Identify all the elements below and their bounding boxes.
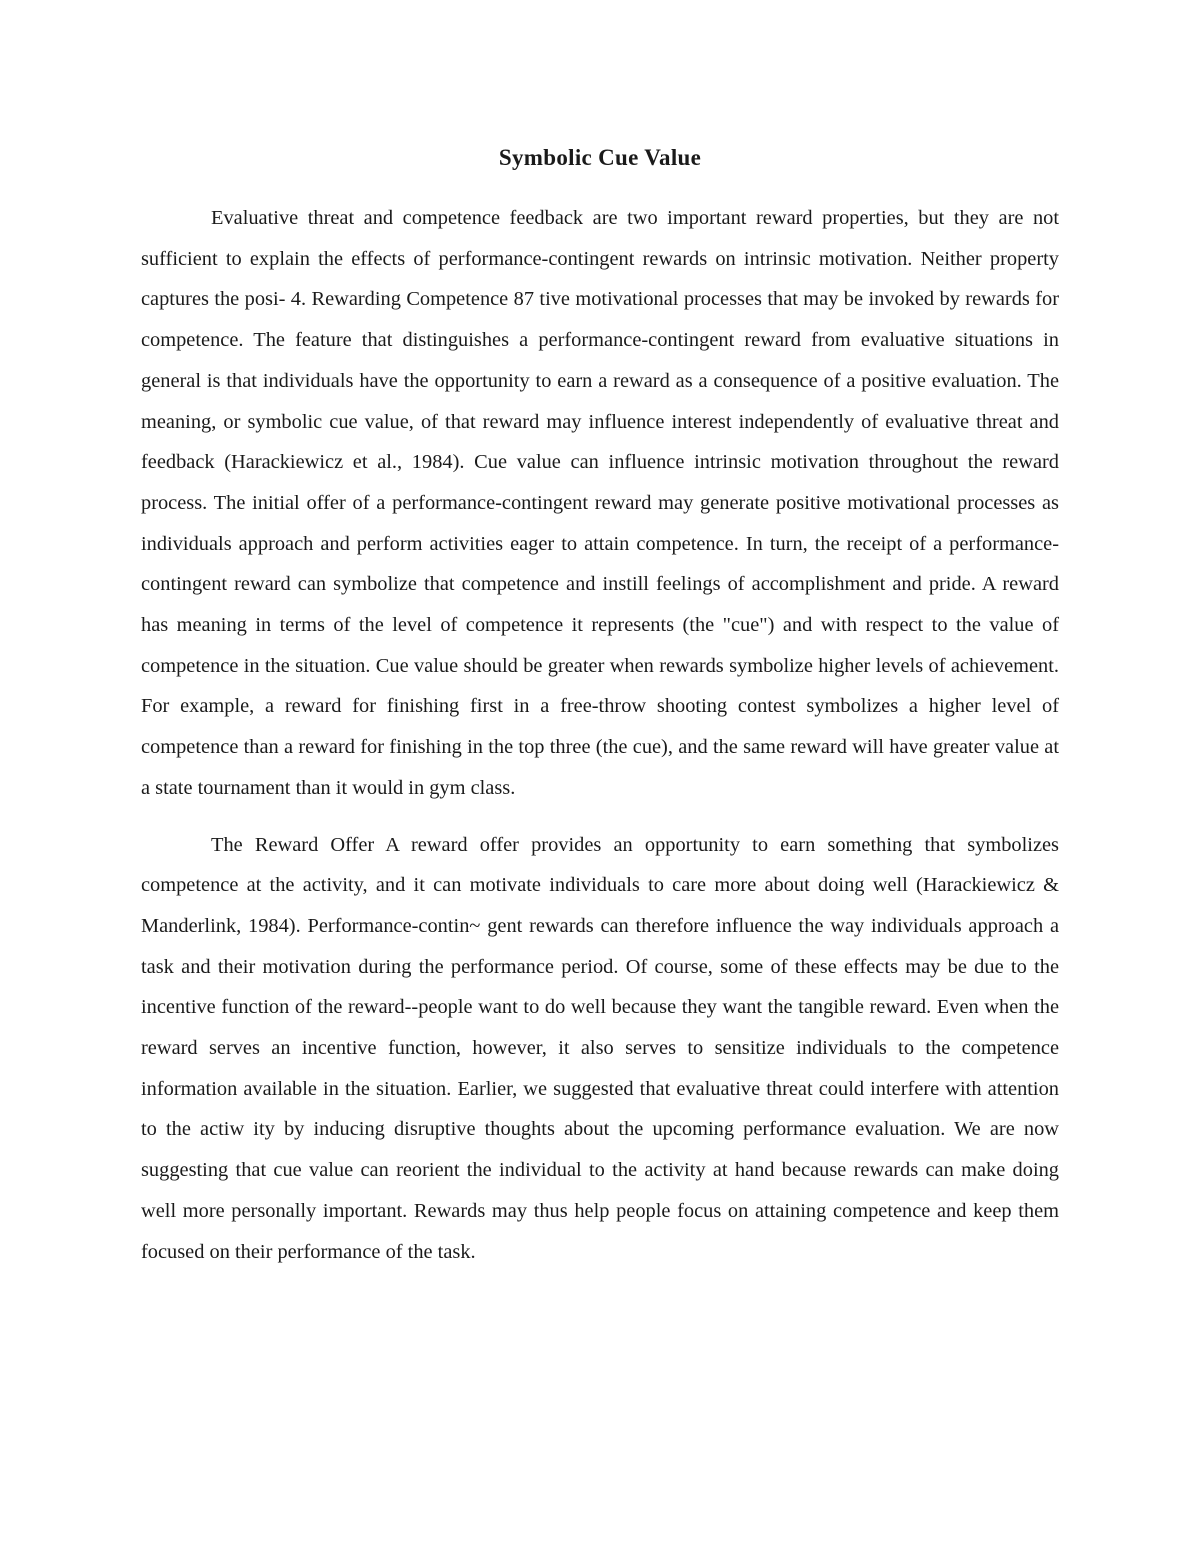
paragraph-symbolic-cue-value: Evaluative threat and competence feedback are two important reward properties, but they are not sufficient to explain the effects of performance-contingent rewards on intrinsic motivation. Neither property captures the posi- 4. Rewarding Competence 87 tive motivational processes that may be invoked by rewards for competence. The feature that distinguishes a performance-contingent reward from evaluative situations in general is that individuals have the opportunity to earn a reward as a consequence of a positive evaluation. The meaning, or symbolic cue value, of that reward may influence interest independently of evaluative threat and feedback (Harackiewicz et al., 1984). Cue value can influence intrinsic motivation throughout the reward process. The initial offer of a performance-contingent reward may generate positive motivational processes as individuals approach and perform activities eager to attain competence. In turn, the receipt of a performance-contingent reward can symbolize that competence and instill feelings of accomplishment and pride. A reward has meaning in terms of the level of competence it represents (the "cue") and with respect to the value of competence in the situation. Cue value should be greater when rewards symbolize higher levels of achievement. For example, a reward for finishing first in a free-throw shooting contest symbolizes a higher level of competence than a reward for finishing in the top three (the cue), and the same reward will have greater value at a state tournament than it would in gym class. [141,207,1059,799]
page-title: Symbolic Cue Value [498,145,702,170]
paragraph-reward-offer: The Reward Offer A reward offer provides an opportunity to earn something that symbolizes competence at the activity, and it can motivate individuals to care more about doing well (Harackiewicz & Manderlink, 1984). Performance-contin~ gent rewards can therefore influence the way individuals approach a task and their motivation during the performance period. Of course, some of these effects may be due to the incentive function of the reward--people want to do well because they want the tangible reward. Even when the reward serves an incentive function, however, it also serves to sensitize individuals to the competence information available in the situation. Earlier, we suggested that evaluative threat could interfere with attention to the actiw ity by inducing disruptive thoughts about the upcoming performance evaluation. We are now suggesting that cue value can reorient the individual to the activity at hand because rewards can make doing well more personally important. Rewards may thus help people focus on attaining competence and keep them focused on their performance of the task. [141,833,1059,1263]
document-page [141,140,1059,1272]
